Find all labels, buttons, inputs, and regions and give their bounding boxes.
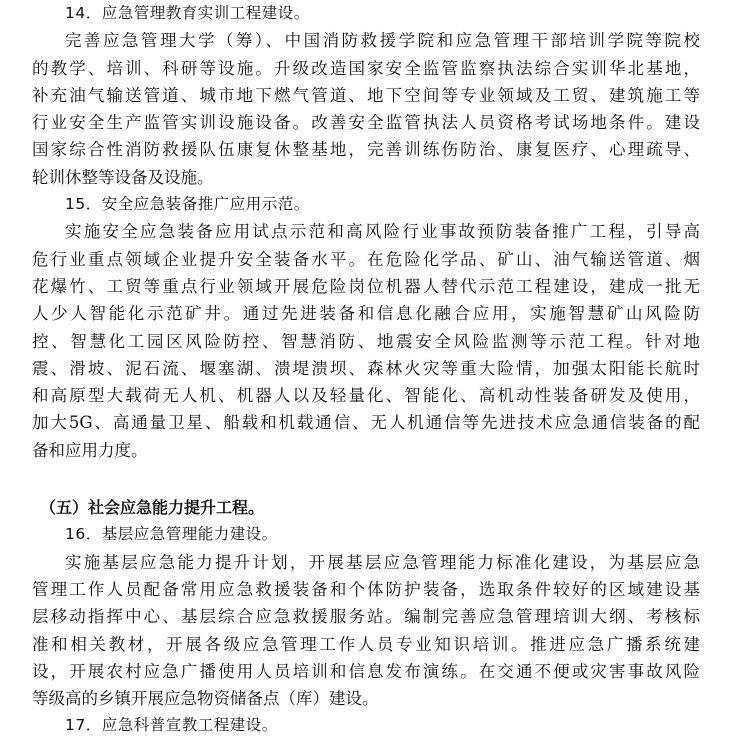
paragraph-line: 备和应用力度。 xyxy=(32,440,148,460)
paragraph-line: 轮训休整等设备及设施。 xyxy=(32,167,214,187)
paragraph-line: 控、智慧化工园区风险防控、智慧消防、地震安全风险监测等示范工程。针对地 xyxy=(32,331,700,351)
item-heading-16: 16．基层应急管理能力建设。 xyxy=(65,525,278,544)
paragraph-line: 震、滑坡、泥石流、堰塞湖、溃堤溃坝、森林火灾等重大险情，加强太阳能长航时 xyxy=(32,358,700,378)
paragraph-line: 国家综合性消防救援队伍康复休整基地，完善训练伤防治、康复医疗、心理疏导、 xyxy=(32,140,700,160)
paragraph-line: 层移动指挥中心、基层综合应急救援服务站。编制完善应急管理培训大纲、考核标 xyxy=(32,607,700,627)
paragraph-line: 行业安全生产监管实训设施设备。改善安全监管执法人员资格考试场地条件。建设 xyxy=(32,113,700,133)
paragraph-line: 等级高的乡镇开展应急物资储备点（库）建设。 xyxy=(32,689,379,709)
paragraph-line: 完善应急管理大学（筹）、中国消防救援学院和应急管理干部培训学院等院校 xyxy=(65,31,700,51)
paragraph-line: 人少人智能化示范矿井。通过先进装备和信息化融合应用，实施智慧矿山风险防 xyxy=(32,304,700,324)
paragraph-line: 危行业重点领域企业提升安全装备水平。在危险化学品、矿山、油气输送管道、烟 xyxy=(32,249,700,269)
paragraph-line: 管理工作人员配备常用应急救援装备和个体防护装备，选取条件较好的区域建设基 xyxy=(32,579,700,599)
section-heading-5: （五）社会应急能力提升工程。 xyxy=(40,498,265,518)
item-heading-17: 17．应急科普宣教工程建设。 xyxy=(65,716,278,735)
paragraph-line: 设，开展农村应急广播使用人员培训和信息发布演练。在交通不便或灾害事故风险 xyxy=(32,661,700,681)
paragraph-line: 和高原型大载荷无人机、机器人以及轻量化、智能化、高机动性装备研发及使用， xyxy=(32,386,700,406)
paragraph-14 xyxy=(32,27,700,191)
paragraph-line: 补充油气输送管道、城市地下燃气管道、地下空间等专业领域及工贸、建筑施工等 xyxy=(32,85,700,105)
item-heading-14: 14．应急管理教育实训工程建设。 xyxy=(65,4,310,22)
paragraph-15 xyxy=(32,218,700,464)
paragraph-line: 实施基层应急能力提升计划，开展基层应急管理能力标准化建设，为基层应急 xyxy=(65,552,700,572)
paragraph-line: 花爆竹、工贸等重点行业领域开展危险岗位机器人替代示范工程建设，建成一批无 xyxy=(32,276,700,296)
item-heading-15: 15．安全应急装备推广应用示范。 xyxy=(65,195,310,214)
paragraph-16 xyxy=(32,549,700,713)
paragraph-line: 准和相关教材，开展各级应急管理工作人员专业知识培训。推进应急广播系统建 xyxy=(32,634,700,654)
paragraph-line: 加大5G、高通量卫星、船载和机载通信、无人机通信等先进技术应急通信装备的配 xyxy=(32,413,700,433)
spacer xyxy=(32,464,700,494)
paragraph-line: 实施安全应急装备应用试点示范和高风险行业事故预防装备推广工程，引导高 xyxy=(65,222,700,242)
paragraph-line: 的教学、培训、科研等设施。升级改造国家安全监管监察执法综合实训华北基地， xyxy=(32,58,700,78)
